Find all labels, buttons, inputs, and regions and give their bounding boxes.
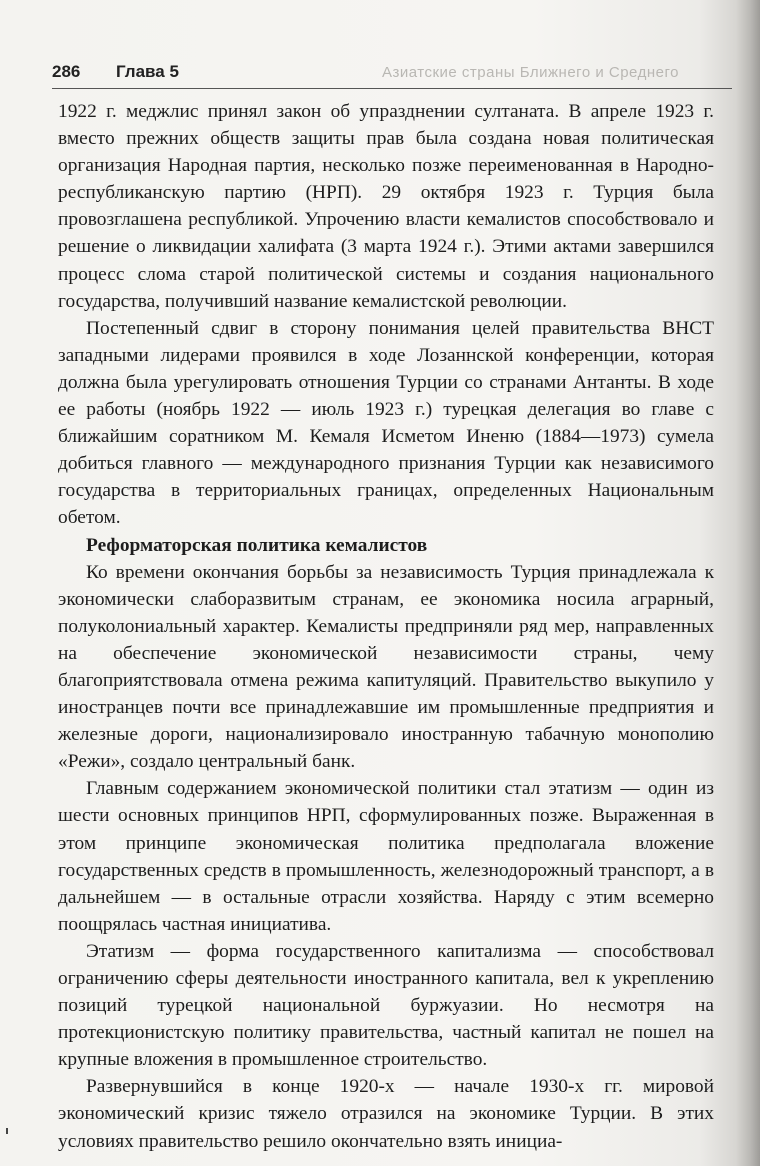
bleed-through-text: Азиатские страны Ближнего и Среднего — [382, 64, 679, 81]
page-body — [58, 98, 714, 1155]
spine-shadow — [736, 0, 760, 1166]
paragraph: Развернувшийся в конце 1920-х — начале 1930-х гг. мировой экономический кризис тяжело отразился на экономике Турции. В этих условиях правительство решило окончательно взять инициа- — [58, 1076, 714, 1152]
section-heading: Реформаторская политика кемалистов — [86, 534, 428, 556]
paragraph: Главным содержанием экономической политики стал этатизм — один из шести основных принципов НРП, сформулированных позже. Выраженная в этом принципе экономическая политика предполагала вложение государственных средств в промышленность, железнодорожный транспорт, а в дальнейшем — в остальные отрасли хозяйства. Наряду с этим всемерно поощрялась частная инициатива. — [58, 778, 714, 935]
paragraph: Ко времени окончания борьбы за независимость Турция принадлежала к экономически слаборазвитым странам, ее экономика носила аграрный, полуколониальный характер. Кемалисты предприняли ряд мер, направленных на обеспечение экономической независимости страны, чему благоприятствовала отмена режима капитуляций. Правительство выкупило у иностранцев почти все принадлежавшие им промышленные предприятия и железные дороги, национализировало иностранную табачную монополию «Режи», создало центральный банк. — [58, 561, 714, 773]
paragraph: Постепенный сдвиг в сторону понимания целей правительства ВНСТ западными лидерами проявился в ходе Лозаннской конференции, которая должна была урегулировать отношения Турции со странами Антанты. В ходе ее работы (ноябрь 1922 — июль 1923 г.) турецкая делегация во главе с ближайшим соратником М. Кемаля Исметом Иненю (1884—1973) сумела добиться главного — международного признания Турции как независимого государства в территориальных границах, определенных Национальным обетом. — [58, 317, 714, 529]
chapter-title: Глава 5 — [116, 62, 179, 81]
paragraph: 1922 г. меджлис принял закон об упразднении султаната. В апреле 1923 г. вместо прежних обществ защиты прав была создана новая политическая организация Народная партия, несколько позже переименованная в Народно-республиканскую партию (НРП). 29 октября 1923 г. Турция была провозглашена республикой. Упрочению власти кемалистов способствовало и решение о ликвидации халифата (3 марта 1924 г.). Этими актами завершился процесс слома старой политической системы и создания национального государства, получивший название кемалистской революции. — [58, 101, 714, 312]
paragraph: Этатизм — форма государственного капитализма — способствовал ограничению сферы деятельности иностранного капитала, вел к укреплению позиций турецкой национальной буржуазии. Но несмотря на протекционистскую политику правительства, частный капитал не пошел на крупные вложения в промышленное строительство. — [58, 940, 714, 1071]
running-header — [52, 58, 732, 89]
page-number: 286 — [52, 62, 81, 81]
scan-mark — [6, 1128, 8, 1134]
